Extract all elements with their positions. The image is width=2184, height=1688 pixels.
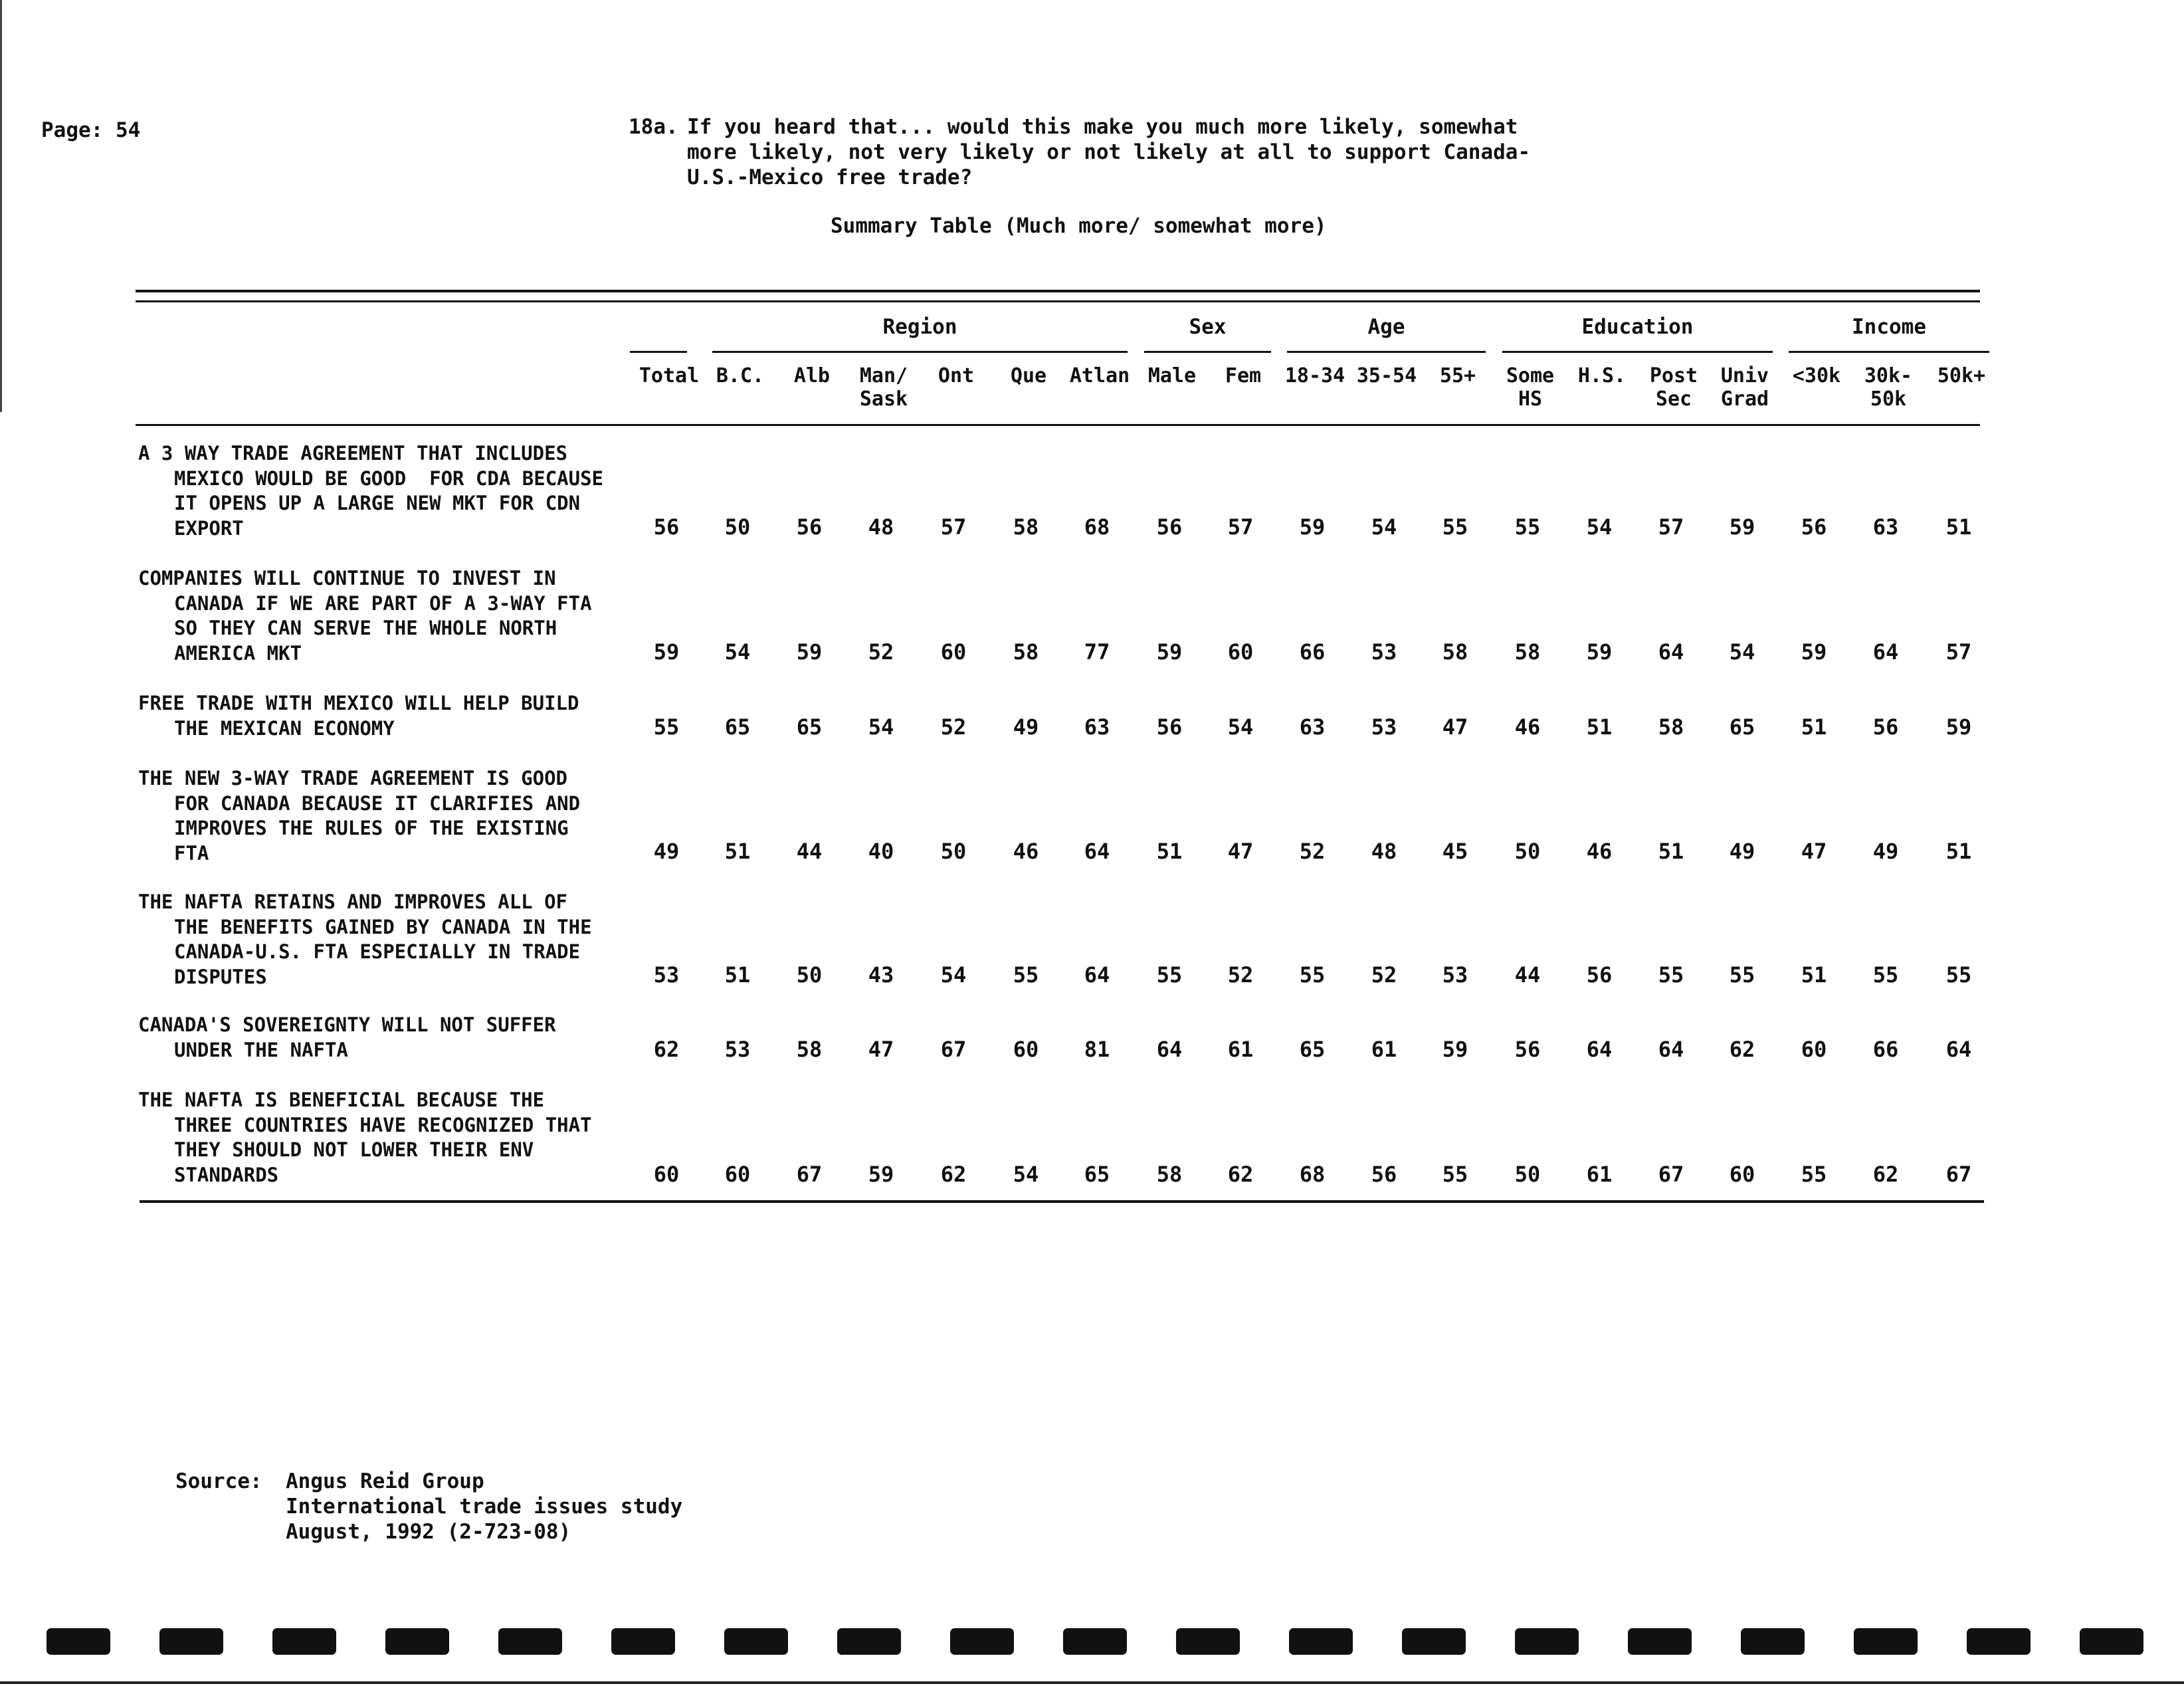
row-label-line: STANDARDS (174, 1163, 279, 1186)
table-cell: 54 (868, 714, 894, 740)
perforation-dash (385, 1628, 449, 1655)
perforation-dash (950, 1628, 1014, 1655)
row-label-line: FOR CANADA BECAUSE IT CLARIFIES AND (174, 791, 581, 815)
table-cell: 64 (1658, 639, 1684, 665)
perforation-dash (837, 1628, 901, 1655)
table-cell: 54 (1586, 514, 1613, 540)
table-cell: 60 (1801, 1037, 1827, 1062)
source-label: Source: (175, 1469, 262, 1493)
row-label-line: CANADA IF WE ARE PART OF A 3-WAY FTA (174, 591, 592, 615)
row-label-line: IT OPENS UP A LARGE NEW MKT FOR CDN (174, 492, 581, 514)
table-cell: 63 (1084, 714, 1110, 740)
table-cell: 51 (1586, 714, 1613, 740)
table-cell: 66 (1872, 1037, 1899, 1062)
table-cell: 53 (653, 962, 680, 988)
table-cell: 56 (796, 514, 823, 540)
table-cell: 68 (1084, 514, 1110, 540)
table-cell: 65 (1299, 1037, 1326, 1062)
row-label-line: COMPANIES WILL CONTINUE TO INVEST IN (138, 567, 556, 589)
table-title: Summary Table (Much more/ somewhat more) (831, 214, 1327, 238)
table-cell: 47 (868, 1037, 894, 1062)
perforation-dash (1741, 1628, 1805, 1655)
table-cell: 53 (1371, 639, 1397, 665)
column-header: Univ Grad (1720, 364, 1769, 411)
table-cell: 51 (1801, 962, 1827, 988)
table-cell: 56 (1801, 514, 1827, 540)
row-label-line: IMPROVES THE RULES OF THE EXISTING (174, 817, 569, 839)
row-label-line: THE NEW 3-WAY TRADE AGREEMENT IS GOOD (138, 767, 568, 790)
column-header: Total (639, 364, 700, 387)
table-cell: 56 (1156, 514, 1183, 540)
table-cell: 48 (868, 514, 894, 540)
column-group-education: Education (1581, 315, 1694, 339)
row-label-line: AMERICA MKT (174, 641, 302, 665)
table-cell: 65 (1729, 714, 1755, 740)
table-cell: 58 (1156, 1162, 1183, 1187)
table-cell: 52 (1227, 962, 1254, 988)
table-cell: 59 (868, 1162, 894, 1187)
table-cell: 47 (1227, 839, 1254, 864)
row-label (138, 1088, 592, 1188)
table-cell: 55 (1442, 514, 1468, 540)
column-header: H.S. (1577, 364, 1627, 387)
table-cell: 55 (653, 714, 680, 740)
row-label-line: FTA (174, 841, 209, 865)
perforation-dash (1628, 1628, 1692, 1655)
table-cell: 51 (1945, 514, 1972, 540)
table-cell: 51 (1156, 839, 1183, 864)
table-cell: 50 (940, 839, 967, 864)
column-group-rule (1144, 351, 1271, 353)
table-cell: 57 (940, 514, 967, 540)
table-cell: 55 (1013, 962, 1039, 988)
table-cell: 50 (1514, 839, 1541, 864)
table-cell: 52 (1371, 962, 1397, 988)
table-cell: 55 (1514, 514, 1541, 540)
row-label-line: EXPORT (174, 516, 244, 540)
table-cell: 64 (1945, 1037, 1972, 1062)
table-cell: 60 (653, 1162, 680, 1187)
table-cell: 54 (1371, 514, 1397, 540)
table-cell: 54 (940, 962, 967, 988)
table-cell: 49 (653, 839, 680, 864)
column-group-income: Income (1852, 315, 1926, 339)
column-group-rule (712, 351, 1128, 353)
row-label-line: UNDER THE NAFTA (174, 1038, 348, 1061)
row-label (138, 1013, 556, 1063)
perforation-dash (1515, 1628, 1579, 1655)
column-group-rule (1287, 351, 1486, 353)
table-cell: 58 (1013, 514, 1039, 540)
table-cell: 51 (1945, 839, 1972, 864)
column-header: Male (1147, 364, 1197, 387)
table-cell: 59 (796, 639, 823, 665)
table-cell: 66 (1299, 639, 1326, 665)
table-cell: 65 (796, 714, 823, 740)
table-cell: 58 (1514, 639, 1541, 665)
table-cell: 46 (1514, 714, 1541, 740)
table-cell: 57 (1945, 639, 1972, 665)
row-label (138, 441, 603, 541)
table-cell: 55 (1442, 1162, 1468, 1187)
column-group-region: Region (882, 315, 957, 339)
table-cell: 64 (1084, 962, 1110, 988)
column-header: Some HS (1506, 364, 1555, 411)
table-cell: 59 (653, 639, 680, 665)
row-label (138, 566, 592, 666)
column-header: <30k (1792, 364, 1841, 387)
question-text (629, 114, 1530, 190)
column-header: Atlan (1069, 364, 1130, 387)
table-cell: 56 (1371, 1162, 1397, 1187)
question-line: more likely, not very likely or not likely at all to support Canada- (687, 140, 1531, 164)
table-cell: 40 (868, 839, 894, 864)
table-cell: 51 (724, 839, 751, 864)
column-header: B.C. (716, 364, 765, 387)
row-label-line: A 3 WAY TRADE AGREEMENT THAT INCLUDES (138, 442, 568, 465)
row-label-line: THE NAFTA RETAINS AND IMPROVES ALL OF (138, 891, 568, 913)
row-label (138, 691, 579, 741)
column-header: Alb (793, 364, 831, 387)
column-header: Post Sec (1649, 364, 1698, 411)
table-cell: 52 (868, 639, 894, 665)
table-cell: 61 (1227, 1037, 1254, 1062)
column-group-sex: Sex (1189, 315, 1227, 339)
table-top-rule (136, 290, 1980, 292)
perforation-strip (47, 1628, 2139, 1657)
perforation-dash (1176, 1628, 1240, 1655)
table-cell: 61 (1371, 1037, 1397, 1062)
table-cell: 55 (1945, 962, 1972, 988)
perforation-dash (1854, 1628, 1918, 1655)
table-cell: 50 (724, 514, 751, 540)
perforation-dash (1063, 1628, 1127, 1655)
source-line: Angus Reid Group (286, 1469, 484, 1493)
source-line: International trade issues study (286, 1495, 683, 1519)
perforation-dash (2080, 1628, 2143, 1655)
row-label-line: THREE COUNTRIES HAVE RECOGNIZED THAT (174, 1113, 592, 1136)
column-header: 35-54 (1356, 364, 1417, 387)
table-cell: 51 (1658, 839, 1684, 864)
table-cell: 59 (1729, 514, 1755, 540)
table-cell: 65 (724, 714, 751, 740)
table-cell: 55 (1299, 962, 1326, 988)
table-cell: 68 (1299, 1162, 1326, 1187)
table-cell: 47 (1801, 839, 1827, 864)
table-cell: 54 (1729, 639, 1755, 665)
column-header: 55+ (1439, 364, 1476, 387)
perforation-dash (1402, 1628, 1466, 1655)
table-cell: 67 (1945, 1162, 1972, 1187)
table-cell: 62 (653, 1037, 680, 1062)
table-cell: 45 (1442, 839, 1468, 864)
table-cell: 52 (940, 714, 967, 740)
table-cell: 54 (1227, 714, 1254, 740)
table-cell: 52 (1299, 839, 1326, 864)
table-cell: 46 (1586, 839, 1613, 864)
table-cell: 64 (1586, 1037, 1613, 1062)
table-cell: 60 (940, 639, 967, 665)
row-label-line: MEXICO WOULD BE GOOD FOR CDA BECAUSE (174, 467, 604, 490)
table-cell: 44 (1514, 962, 1541, 988)
table-cell: 51 (1801, 714, 1827, 740)
page-number: Page: 54 (41, 118, 141, 142)
table-cell: 77 (1084, 639, 1110, 665)
table-cell: 49 (1013, 714, 1039, 740)
column-header: 30k- 50k (1864, 364, 1913, 411)
row-label (138, 890, 592, 990)
column-group-rule (1789, 351, 1989, 353)
row-label-line: THEY SHOULD NOT LOWER THEIR ENV (174, 1138, 534, 1161)
row-label-line: THE NAFTA IS BENEFICIAL BECAUSE THE (138, 1089, 545, 1111)
table-cell: 64 (1872, 639, 1899, 665)
table-cell: 64 (1084, 839, 1110, 864)
perforation-dash (498, 1628, 562, 1655)
table-cell: 62 (1729, 1037, 1755, 1062)
table-cell: 63 (1872, 514, 1899, 540)
table-cell: 64 (1156, 1037, 1183, 1062)
perforation-dash (1289, 1628, 1353, 1655)
table-cell: 49 (1872, 839, 1899, 864)
column-group-rule (1502, 351, 1773, 353)
table-cell: 54 (1013, 1162, 1039, 1187)
table-cell: 44 (796, 839, 823, 864)
page-edge-line (0, 0, 2, 412)
column-header: Man/ Sask (859, 364, 908, 411)
table-cell: 60 (1729, 1162, 1755, 1187)
table-cell: 46 (1013, 839, 1039, 864)
table-cell: 43 (868, 962, 894, 988)
table-cell: 51 (724, 962, 751, 988)
perforation-dash (724, 1628, 788, 1655)
table-cell: 58 (1442, 639, 1468, 665)
column-group-age: Age (1367, 315, 1405, 339)
table-cell: 59 (1586, 639, 1613, 665)
row-label-line: SO THEY CAN SERVE THE WHOLE NORTH (174, 617, 557, 639)
table-cell: 56 (1586, 962, 1613, 988)
row-label-line: THE MEXICAN ECONOMY (174, 716, 395, 740)
header-bottom-rule (136, 424, 1980, 426)
column-header: 18-34 (1284, 364, 1345, 387)
row-label (138, 766, 580, 866)
table-cell: 59 (1945, 714, 1972, 740)
table-cell: 67 (940, 1037, 967, 1062)
column-header: 50k+ (1937, 364, 1986, 387)
column-header: Que (1010, 364, 1047, 387)
question-number: 18a. (629, 115, 678, 139)
page-bottom-edge (0, 1681, 2184, 1684)
table-cell: 67 (1658, 1162, 1684, 1187)
table-cell: 58 (1013, 639, 1039, 665)
table-cell: 55 (1729, 962, 1755, 988)
question-line: If you heard that... would this make you much more likely, somewhat (687, 115, 1518, 139)
table-cell: 49 (1729, 839, 1755, 864)
question-line: U.S.-Mexico free trade? (687, 165, 973, 189)
perforation-dash (159, 1628, 223, 1655)
table-cell: 65 (1084, 1162, 1110, 1187)
table-cell: 56 (653, 514, 680, 540)
table-cell: 60 (724, 1162, 751, 1187)
table-cell: 55 (1658, 962, 1684, 988)
table-cell: 53 (1442, 962, 1468, 988)
table-cell: 57 (1227, 514, 1254, 540)
table-bottom-rule (140, 1200, 1984, 1203)
table-cell: 55 (1156, 962, 1183, 988)
table-top-rule (136, 300, 1980, 302)
table-cell: 55 (1872, 962, 1899, 988)
table-cell: 54 (724, 639, 751, 665)
column-header: Fem (1225, 364, 1262, 387)
table-cell: 53 (724, 1037, 751, 1062)
table-cell: 53 (1371, 714, 1397, 740)
source-note (175, 1469, 682, 1544)
table-cell: 67 (796, 1162, 823, 1187)
table-cell: 56 (1872, 714, 1899, 740)
table-cell: 63 (1299, 714, 1326, 740)
perforation-dash (272, 1628, 336, 1655)
table-cell: 50 (796, 962, 823, 988)
table-cell: 62 (1872, 1162, 1899, 1187)
table-cell: 59 (1299, 514, 1326, 540)
table-cell: 59 (1442, 1037, 1468, 1062)
source-line: August, 1992 (2-723-08) (286, 1520, 571, 1544)
table-cell: 64 (1658, 1037, 1684, 1062)
table-cell: 59 (1801, 639, 1827, 665)
table-cell: 61 (1586, 1162, 1613, 1187)
table-cell: 81 (1084, 1037, 1110, 1062)
table-cell: 58 (1658, 714, 1684, 740)
perforation-dash (1967, 1628, 2031, 1655)
table-cell: 50 (1514, 1162, 1541, 1187)
column-group-rule (630, 351, 687, 353)
table-cell: 47 (1442, 714, 1468, 740)
table-cell: 56 (1156, 714, 1183, 740)
table-cell: 58 (796, 1037, 823, 1062)
table-cell: 48 (1371, 839, 1397, 864)
row-label-line: CANADA'S SOVEREIGNTY WILL NOT SUFFER (138, 1013, 556, 1036)
perforation-dash (611, 1628, 675, 1655)
table-cell: 60 (1227, 639, 1254, 665)
table-cell: 56 (1514, 1037, 1541, 1062)
table-cell: 57 (1658, 514, 1684, 540)
table-cell: 62 (940, 1162, 967, 1187)
row-label-line: THE BENEFITS GAINED BY CANADA IN THE (174, 915, 592, 938)
table-cell: 59 (1156, 639, 1183, 665)
table-cell: 62 (1227, 1162, 1254, 1187)
row-label-line: FREE TRADE WITH MEXICO WILL HELP BUILD (138, 692, 579, 714)
table-cell: 55 (1801, 1162, 1827, 1187)
table-cell: 60 (1013, 1037, 1039, 1062)
row-label-line: DISPUTES (174, 965, 267, 988)
perforation-dash (47, 1628, 110, 1655)
column-header: Ont (938, 364, 975, 387)
row-label-line: CANADA-U.S. FTA ESPECIALLY IN TRADE (174, 940, 581, 963)
